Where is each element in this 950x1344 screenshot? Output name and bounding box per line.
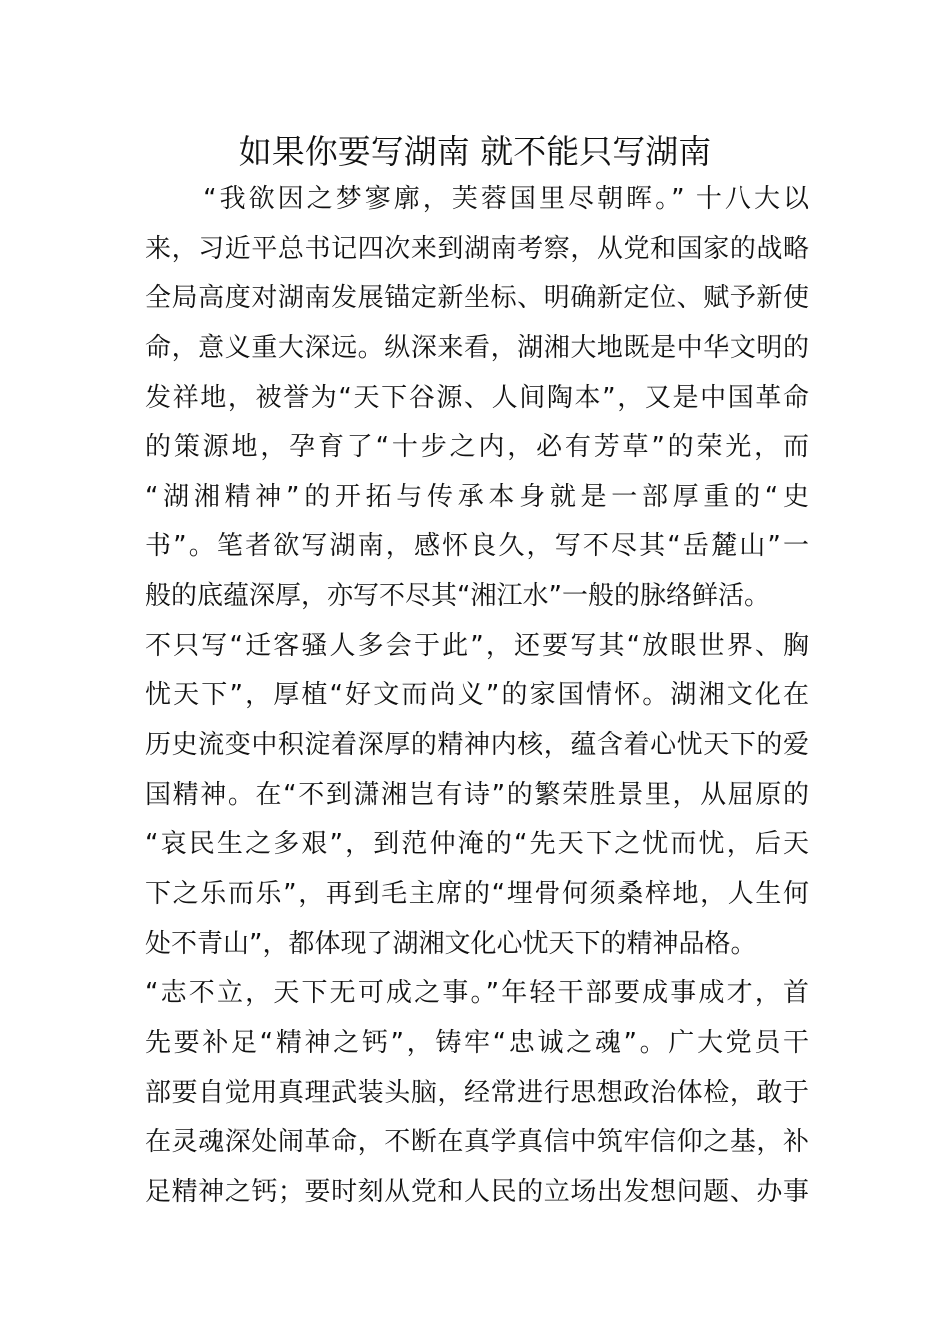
text-line: 全局高度对湖南发展锚定新坐标、明确新定位、赋予新使 [145, 283, 809, 314]
text-line: 命，意义重大深远。纵深来看，湖湘大地既是中华文明的 [145, 332, 809, 363]
text-line: 部要自觉用真理武装头脑，经常进行思想政治体检，敢于 [145, 1077, 809, 1108]
text-line: 的策源地，孕育了“十步之内，必有芳草”的荣光，而 [145, 432, 809, 463]
text-line: 忧天下”，厚植“好文而尚义”的家国情怀。湖湘文化在 [145, 680, 809, 711]
article-body [145, 175, 809, 1217]
text-line: 历史流变中积淀着深厚的精神内核，蕴含着心忧天下的爱 [145, 730, 809, 761]
text-line: 国精神。在“不到潇湘岂有诗”的繁荣胜景里，从屈原的 [145, 779, 809, 810]
text-line: 不只写“迁客骚人多会于此”，还要写其“放眼世界、胸 [145, 630, 809, 661]
text-line: 书”。笔者欲写湖南，感怀良久，写不尽其“岳麓山”一 [145, 531, 809, 562]
article-title: 如果你要写湖南 就不能只写湖南 [238, 132, 712, 171]
text-line: “志不立，天下无可成之事。”年轻干部要成事成才，首 [145, 978, 809, 1009]
text-line: 先要补足“精神之钙”，铸牢“忠诚之魂”。广大党员干 [145, 1027, 809, 1058]
text-line: 处不青山”，都体现了湖湘文化心忧天下的精神品格。 [145, 928, 757, 959]
text-line: “哀民生之多艰”，到范仲淹的“先天下之忧而忧，后天 [145, 829, 809, 860]
text-line: 发祥地，被誉为“天下谷源、人间陶本”，又是中国革命 [145, 382, 809, 413]
text-line: 下之乐而乐”，再到毛主席的“埋骨何须桑梓地，人生何 [145, 878, 809, 909]
text-line: 般的底蕴深厚，亦写不尽其“湘江水”一般的脉络鲜活。 [145, 581, 770, 612]
text-line: “湖湘精神”的开拓与传承本身就是一部厚重的“史 [145, 481, 809, 512]
text-line: 足精神之钙；要时刻从党和人民的立场出发想问题、办事 [145, 1176, 809, 1207]
text-line: 来，习近平总书记四次来到湖南考察，从党和国家的战略 [145, 233, 809, 264]
text-line: “我欲因之梦寥廓，芙蓉国里尽朝晖。” 十八大以 [145, 184, 809, 214]
text-line: 在灵魂深处闹革命，不断在真学真信中筑牢信仰之基，补 [145, 1127, 809, 1158]
